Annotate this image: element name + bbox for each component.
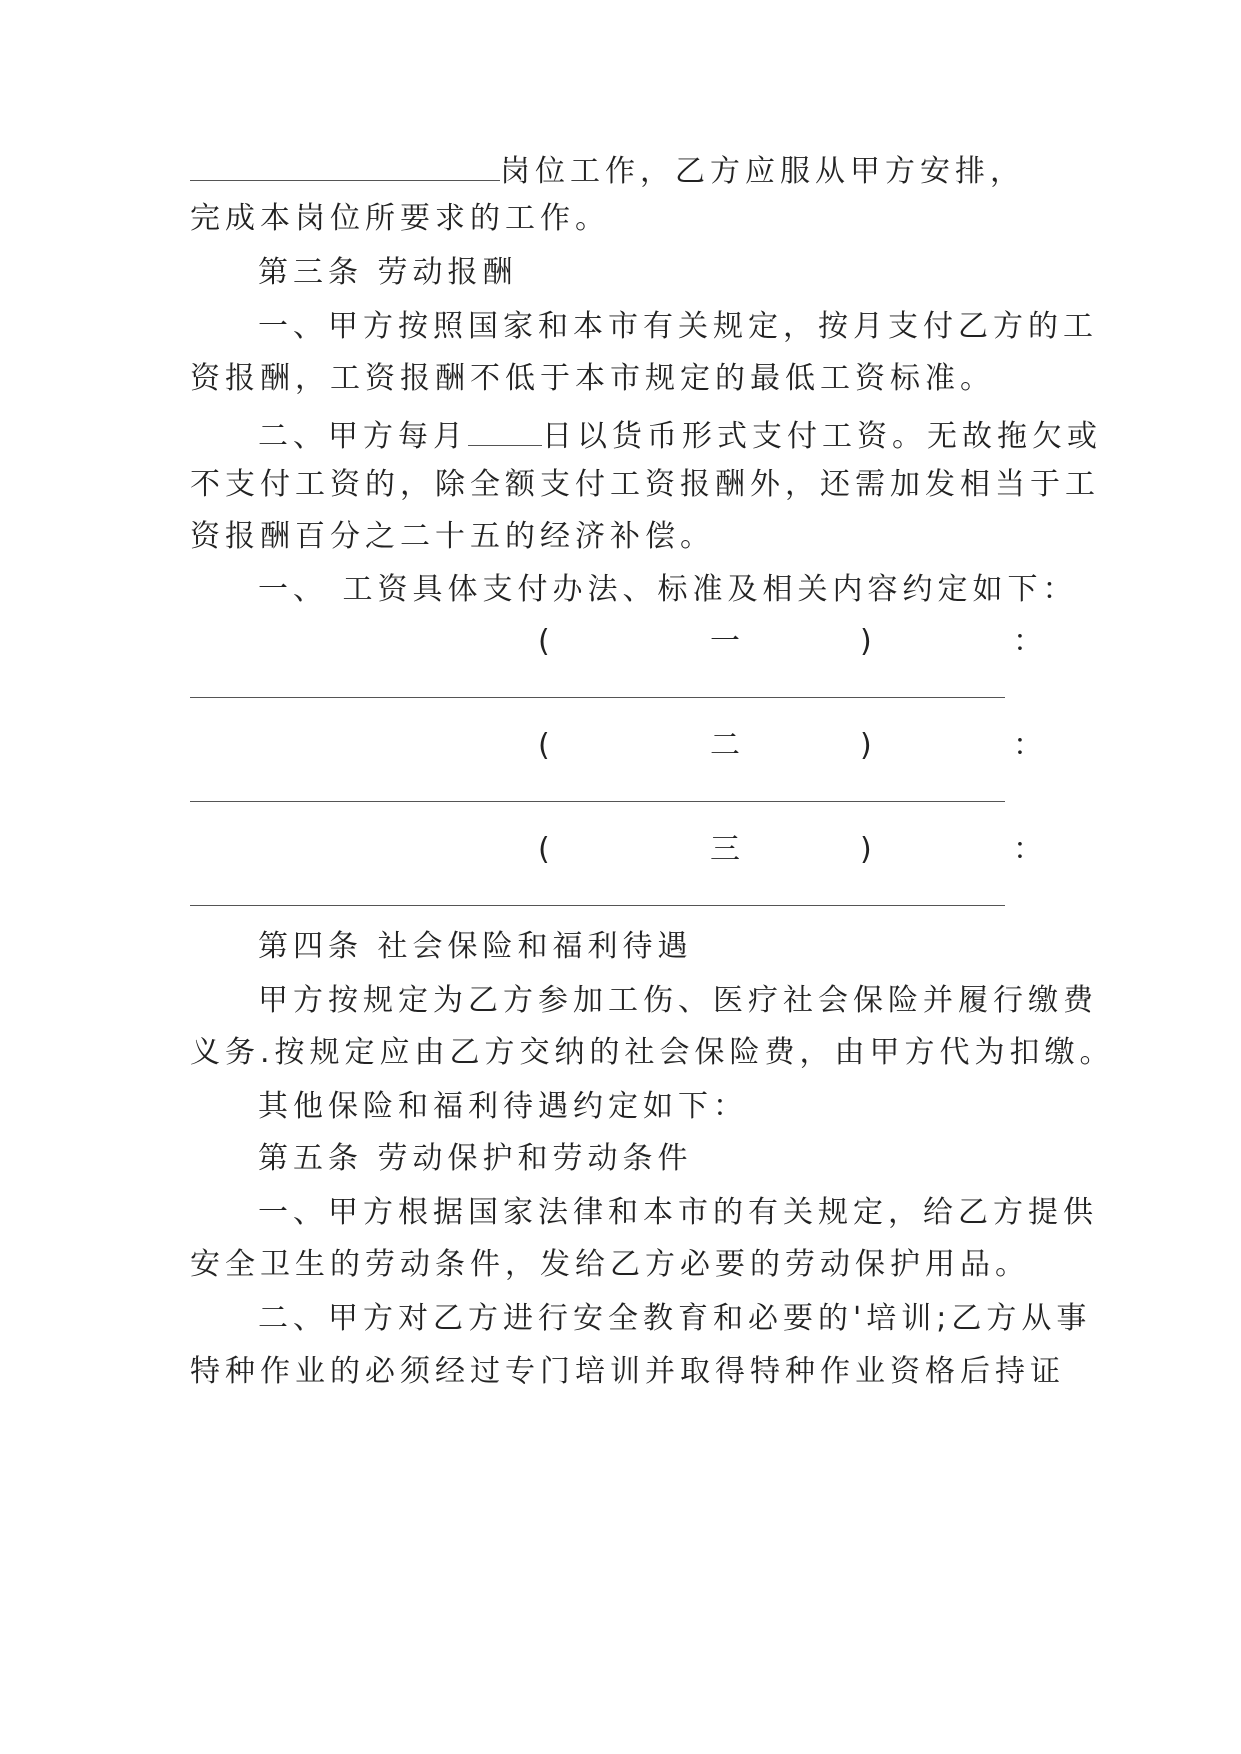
close-paren: ) xyxy=(860,832,872,867)
list-item-1 xyxy=(190,622,1070,662)
text-line: 资报酬，工资报酬不低于本市规定的最低工资标准。 xyxy=(190,361,995,396)
text-line xyxy=(190,148,1070,192)
close-paren: ) xyxy=(860,728,872,763)
text-line: 一、甲方根据国家法律和本市的有关规定，给乙方提供 xyxy=(258,1195,1098,1230)
fill-in-rule xyxy=(190,905,1005,906)
open-paren: ( xyxy=(538,728,550,763)
item-number: 二 xyxy=(710,728,740,763)
text-line: 一、甲方按照国家和本市有关规定，按月支付乙方的工 xyxy=(258,309,1098,344)
text-line: 一、 工资具体支付办法、标准及相关内容约定如下： xyxy=(258,572,1078,607)
text-line: 甲方按规定为乙方参加工伤、医疗社会保险并履行缴费 xyxy=(258,983,1098,1018)
close-paren: ) xyxy=(860,624,872,659)
fill-in-rule xyxy=(190,697,1005,698)
item-number: 三 xyxy=(710,832,740,867)
text-line: 其他保险和福利待遇约定如下： xyxy=(258,1089,748,1124)
text-line: 资报酬百分之二十五的经济补偿。 xyxy=(190,519,715,554)
item-number: 一 xyxy=(710,624,740,659)
text-line: 二、甲方对乙方进行安全教育和必要的'培训;乙方从事 xyxy=(258,1301,1092,1336)
text-line: 不支付工资的，除全额支付工资报酬外，还需加发相当于工 xyxy=(190,467,1100,502)
blank-underline xyxy=(468,413,542,446)
text-line: 义务.按规定应由乙方交纳的社会保险费，由甲方代为扣缴。 xyxy=(190,1035,1115,1070)
section-heading-4: 第四条 社会保险和福利待遇 xyxy=(258,929,693,964)
blank-underline xyxy=(190,148,500,181)
text-line: 完成本岗位所要求的工作。 xyxy=(190,201,610,236)
text-line xyxy=(258,413,1138,457)
list-item-3 xyxy=(190,830,1070,870)
open-paren: ( xyxy=(538,624,550,659)
section-heading-3: 第三条 劳动报酬 xyxy=(258,255,518,290)
fill-in-rule xyxy=(190,801,1005,802)
line-text: 二、甲方每月 xyxy=(258,419,468,454)
section-heading-5: 第五条 劳动保护和劳动条件 xyxy=(258,1141,693,1176)
colon: ： xyxy=(1013,728,1043,763)
colon: ： xyxy=(1013,624,1043,659)
text-line: 安全卫生的劳动条件，发给乙方必要的劳动保护用品。 xyxy=(190,1247,1030,1282)
open-paren: ( xyxy=(538,832,550,867)
line-text: 日以货币形式支付工资。无故拖欠或 xyxy=(542,419,1102,454)
text-line: 特种作业的必须经过专门培训并取得特种作业资格后持证 xyxy=(190,1354,1065,1389)
list-item-2 xyxy=(190,726,1070,766)
colon: ： xyxy=(1013,832,1043,867)
line-text: 岗位工作，乙方应服从甲方安排， xyxy=(500,154,1025,189)
